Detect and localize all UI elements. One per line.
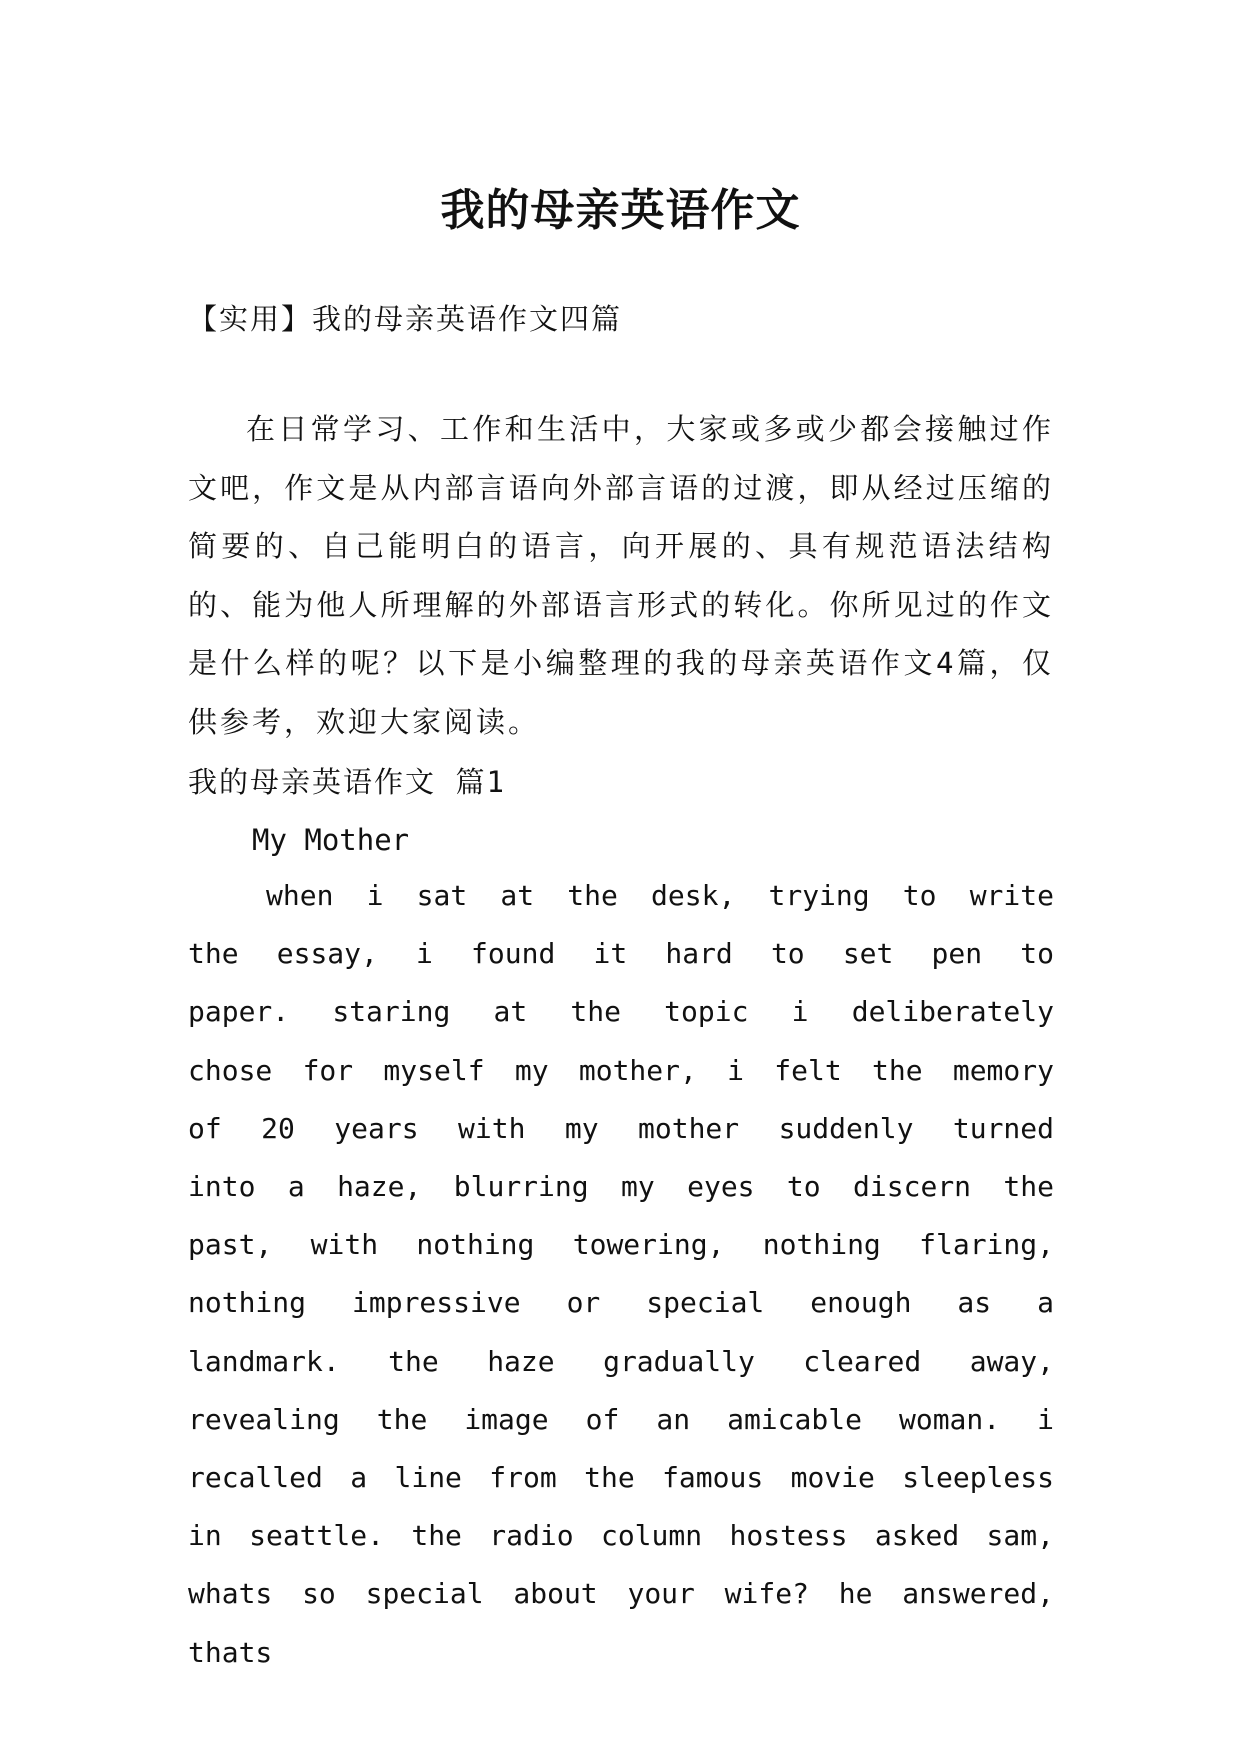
section-heading: 我的母亲英语作文 篇1	[188, 765, 506, 799]
essay-title: My Mother	[252, 823, 410, 857]
essay-paragraph: when i sat at the desk, trying to write the essay, i found it hard to set pen to paper. staring at the topic i deliberately chose for myself my mother, i felt the memory of 20 years with my mother suddenly turned into a haze, blurring my eyes to discern the past, with nothing towering, nothing flaring, nothing impressive or special enough as a landmark. the haze gradually cleared away, revealing the image of an amicable woman. i recalled a line from the famous movie sleepless in seattle. the radio column hostess asked sam, whats so special about your wife? he answered, thats	[188, 879, 1054, 1669]
intro-paragraph: 在日常学习、工作和生活中，大家或多或少都会接触过作文吧，作文是从内部言语向外部言语的过渡，即从经过压缩的简要的、自己能明白的语言，向开展的、具有规范语法结构的、能为他人所理解的外部语言形式的转化。你所见过的作文是什么样的呢？以下是小编整理的我的母亲英语作文4篇，仅供参考，欢迎大家阅读。	[188, 412, 1054, 739]
document-subtitle: 【实用】我的母亲英语作文四篇	[188, 302, 623, 336]
document-title: 我的母亲英语作文	[440, 185, 801, 237]
